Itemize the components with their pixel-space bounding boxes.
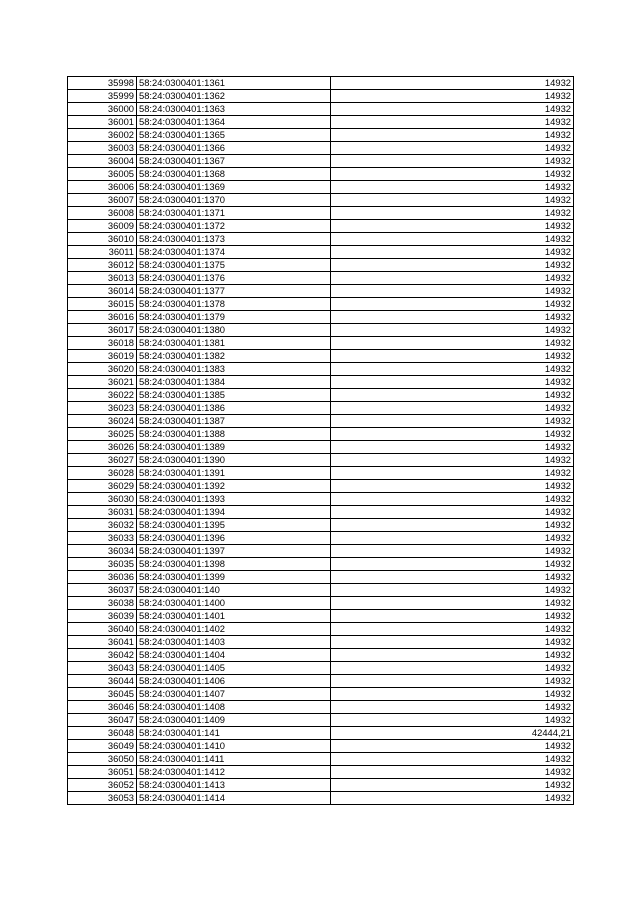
cadastral-number-cell: 58:24:0300401:1388 [137,428,331,441]
row-number-cell: 36047 [68,714,137,727]
row-number-cell: 36033 [68,532,137,545]
row-number-cell: 36038 [68,597,137,610]
cadastral-number-cell: 58:24:0300401:1395 [137,519,331,532]
value-cell: 14932 [331,155,574,168]
value-cell: 14932 [331,662,574,675]
table-row [68,311,574,324]
value-cell: 14932 [331,623,574,636]
table-row [68,207,574,220]
row-number-cell: 36037 [68,584,137,597]
row-number-cell: 36050 [68,753,137,766]
cadastral-number-cell: 58:24:0300401:1369 [137,181,331,194]
table-row [68,441,574,454]
value-cell: 14932 [331,233,574,246]
cadastral-number-cell: 58:24:0300401:141 [137,727,331,740]
cadastral-number-cell: 58:24:0300401:1364 [137,116,331,129]
table-row [68,571,574,584]
cadastral-number-cell: 58:24:0300401:1389 [137,441,331,454]
row-number-cell: 36053 [68,792,137,805]
cadastral-number-cell: 58:24:0300401:1363 [137,103,331,116]
table-row [68,597,574,610]
row-number-cell: 36023 [68,402,137,415]
table-row [68,194,574,207]
cadastral-number-cell: 58:24:0300401:1368 [137,168,331,181]
table-row [68,363,574,376]
table-row [68,545,574,558]
row-number-cell: 36020 [68,363,137,376]
row-number-cell: 36030 [68,493,137,506]
table-row [68,558,574,571]
table-row [68,662,574,675]
value-cell: 14932 [331,77,574,90]
row-number-cell: 36028 [68,467,137,480]
row-number-cell: 36019 [68,350,137,363]
row-number-cell: 36049 [68,740,137,753]
value-cell: 14932 [331,363,574,376]
cadastral-number-cell: 58:24:0300401:1370 [137,194,331,207]
value-cell: 14932 [331,298,574,311]
value-cell: 14932 [331,389,574,402]
table-row [68,727,574,740]
cadastral-number-cell: 58:24:0300401:1413 [137,779,331,792]
row-number-cell: 36007 [68,194,137,207]
cadastral-number-cell: 58:24:0300401:1393 [137,493,331,506]
cadastral-number-cell: 58:24:0300401:1371 [137,207,331,220]
value-cell: 14932 [331,285,574,298]
cadastral-number-cell: 58:24:0300401:1398 [137,558,331,571]
value-cell: 14932 [331,675,574,688]
row-number-cell: 36009 [68,220,137,233]
row-number-cell: 36015 [68,298,137,311]
cadastral-number-cell: 58:24:0300401:1412 [137,766,331,779]
table-row [68,454,574,467]
cadastral-number-cell: 58:24:0300401:1372 [137,220,331,233]
value-cell: 14932 [331,376,574,389]
value-cell: 14932 [331,688,574,701]
cadastral-number-cell: 58:24:0300401:1392 [137,480,331,493]
table-row [68,766,574,779]
cadastral-number-cell: 58:24:0300401:1367 [137,155,331,168]
row-number-cell: 36027 [68,454,137,467]
row-number-cell: 36029 [68,480,137,493]
row-number-cell: 36032 [68,519,137,532]
row-number-cell: 36017 [68,324,137,337]
table-row [68,506,574,519]
value-cell: 14932 [331,701,574,714]
table-row [68,688,574,701]
table-row [68,792,574,805]
cadastral-number-cell: 58:24:0300401:1409 [137,714,331,727]
table-row [68,116,574,129]
table-row [68,77,574,90]
table-row [68,376,574,389]
table-row [68,740,574,753]
value-cell: 14932 [331,129,574,142]
value-cell: 14932 [331,532,574,545]
row-number-cell: 36000 [68,103,137,116]
table-row [68,467,574,480]
value-cell: 14932 [331,259,574,272]
row-number-cell: 35998 [68,77,137,90]
table-row [68,649,574,662]
cadastral-number-cell: 58:24:0300401:1407 [137,688,331,701]
table-row [68,324,574,337]
row-number-cell: 36024 [68,415,137,428]
table-row [68,402,574,415]
row-number-cell: 36004 [68,155,137,168]
value-cell: 14932 [331,116,574,129]
cadastral-number-cell: 58:24:0300401:1376 [137,272,331,285]
row-number-cell: 36043 [68,662,137,675]
value-cell: 14932 [331,480,574,493]
cadastral-number-cell: 58:24:0300401:1414 [137,792,331,805]
table-row [68,779,574,792]
value-cell: 14932 [331,415,574,428]
table-row [68,493,574,506]
cadastral-number-cell: 58:24:0300401:1405 [137,662,331,675]
value-cell: 14932 [331,311,574,324]
row-number-cell: 35999 [68,90,137,103]
cadastral-number-cell: 58:24:0300401:1410 [137,740,331,753]
cadastral-number-cell: 58:24:0300401:1406 [137,675,331,688]
row-number-cell: 36008 [68,207,137,220]
cadastral-number-cell: 58:24:0300401:1377 [137,285,331,298]
row-number-cell: 36039 [68,610,137,623]
cadastral-number-cell: 58:24:0300401:1383 [137,363,331,376]
value-cell: 14932 [331,350,574,363]
table-row [68,519,574,532]
table-row [68,675,574,688]
value-cell: 14932 [331,220,574,233]
row-number-cell: 36042 [68,649,137,662]
row-number-cell: 36031 [68,506,137,519]
table-row [68,181,574,194]
table-row [68,636,574,649]
value-cell: 14932 [331,519,574,532]
row-number-cell: 36022 [68,389,137,402]
table-row [68,610,574,623]
table-row [68,220,574,233]
cadastral-number-cell: 58:24:0300401:1397 [137,545,331,558]
value-cell: 14932 [331,428,574,441]
table-row [68,142,574,155]
cadastral-number-cell: 58:24:0300401:1374 [137,246,331,259]
table-row [68,272,574,285]
table-row [68,532,574,545]
row-number-cell: 36052 [68,779,137,792]
row-number-cell: 36041 [68,636,137,649]
cadastral-value-table [67,76,574,805]
table-row [68,259,574,272]
table-row [68,337,574,350]
value-cell: 14932 [331,545,574,558]
value-cell: 14932 [331,571,574,584]
cadastral-number-cell: 58:24:0300401:1402 [137,623,331,636]
table-row [68,298,574,311]
value-cell: 14932 [331,103,574,116]
cadastral-number-cell: 58:24:0300401:1411 [137,753,331,766]
cadastral-number-cell: 58:24:0300401:1385 [137,389,331,402]
table-row [68,285,574,298]
value-cell: 14932 [331,142,574,155]
cadastral-number-cell: 58:24:0300401:1390 [137,454,331,467]
table-row [68,155,574,168]
row-number-cell: 36002 [68,129,137,142]
cadastral-number-cell: 58:24:0300401:1386 [137,402,331,415]
cadastral-number-cell: 58:24:0300401:1366 [137,142,331,155]
value-cell: 14932 [331,792,574,805]
table-row [68,428,574,441]
cadastral-number-cell: 58:24:0300401:1404 [137,649,331,662]
cadastral-number-cell: 58:24:0300401:1408 [137,701,331,714]
table-row [68,103,574,116]
value-cell: 14932 [331,337,574,350]
value-cell: 14932 [331,402,574,415]
row-number-cell: 36046 [68,701,137,714]
table-row [68,753,574,766]
value-cell: 14932 [331,558,574,571]
cadastral-number-cell: 58:24:0300401:1381 [137,337,331,350]
cadastral-number-cell: 58:24:0300401:1387 [137,415,331,428]
row-number-cell: 36036 [68,571,137,584]
table-row [68,584,574,597]
value-cell: 14932 [331,610,574,623]
row-number-cell: 36005 [68,168,137,181]
row-number-cell: 36012 [68,259,137,272]
value-cell: 14932 [331,467,574,480]
cadastral-number-cell: 58:24:0300401:1403 [137,636,331,649]
value-cell: 14932 [331,779,574,792]
cadastral-number-cell: 58:24:0300401:1373 [137,233,331,246]
row-number-cell: 36048 [68,727,137,740]
row-number-cell: 36003 [68,142,137,155]
value-cell: 14932 [331,493,574,506]
value-cell: 14932 [331,181,574,194]
value-cell: 14932 [331,207,574,220]
row-number-cell: 36034 [68,545,137,558]
row-number-cell: 36035 [68,558,137,571]
cadastral-number-cell: 58:24:0300401:1361 [137,77,331,90]
value-cell: 14932 [331,454,574,467]
value-cell: 14932 [331,194,574,207]
row-number-cell: 36025 [68,428,137,441]
cadastral-number-cell: 58:24:0300401:1379 [137,311,331,324]
value-cell: 14932 [331,753,574,766]
cadastral-number-cell: 58:24:0300401:1400 [137,597,331,610]
cadastral-number-cell: 58:24:0300401:1365 [137,129,331,142]
table-row [68,714,574,727]
value-cell: 14932 [331,584,574,597]
row-number-cell: 36001 [68,116,137,129]
row-number-cell: 36014 [68,285,137,298]
cadastral-number-cell: 58:24:0300401:140 [137,584,331,597]
row-number-cell: 36010 [68,233,137,246]
table-row [68,233,574,246]
value-cell: 14932 [331,740,574,753]
table-row [68,246,574,259]
value-cell: 14932 [331,636,574,649]
row-number-cell: 36006 [68,181,137,194]
row-number-cell: 36011 [68,246,137,259]
cadastral-number-cell: 58:24:0300401:1382 [137,350,331,363]
row-number-cell: 36040 [68,623,137,636]
value-cell: 14932 [331,441,574,454]
value-cell: 14932 [331,246,574,259]
table-row [68,129,574,142]
row-number-cell: 36016 [68,311,137,324]
cadastral-number-cell: 58:24:0300401:1394 [137,506,331,519]
value-cell: 14932 [331,766,574,779]
table-row [68,701,574,714]
cadastral-number-cell: 58:24:0300401:1384 [137,376,331,389]
cadastral-number-cell: 58:24:0300401:1362 [137,90,331,103]
table-row [68,623,574,636]
row-number-cell: 36051 [68,766,137,779]
value-cell: 14932 [331,714,574,727]
value-cell: 14932 [331,649,574,662]
table-row [68,480,574,493]
value-cell: 14932 [331,90,574,103]
cadastral-number-cell: 58:24:0300401:1378 [137,298,331,311]
cadastral-number-cell: 58:24:0300401:1391 [137,467,331,480]
cadastral-number-cell: 58:24:0300401:1396 [137,532,331,545]
cadastral-number-cell: 58:24:0300401:1399 [137,571,331,584]
table-row [68,350,574,363]
cadastral-number-cell: 58:24:0300401:1380 [137,324,331,337]
cadastral-number-cell: 58:24:0300401:1401 [137,610,331,623]
value-cell: 14932 [331,272,574,285]
table-row [68,90,574,103]
table-row [68,415,574,428]
value-cell: 14932 [331,597,574,610]
table-body [68,77,574,805]
row-number-cell: 36018 [68,337,137,350]
value-cell: 14932 [331,168,574,181]
row-number-cell: 36026 [68,441,137,454]
row-number-cell: 36045 [68,688,137,701]
value-cell: 14932 [331,506,574,519]
row-number-cell: 36044 [68,675,137,688]
table-row [68,168,574,181]
value-cell: 14932 [331,324,574,337]
row-number-cell: 36021 [68,376,137,389]
table-row [68,389,574,402]
cadastral-number-cell: 58:24:0300401:1375 [137,259,331,272]
row-number-cell: 36013 [68,272,137,285]
value-cell: 42444,21 [331,727,574,740]
